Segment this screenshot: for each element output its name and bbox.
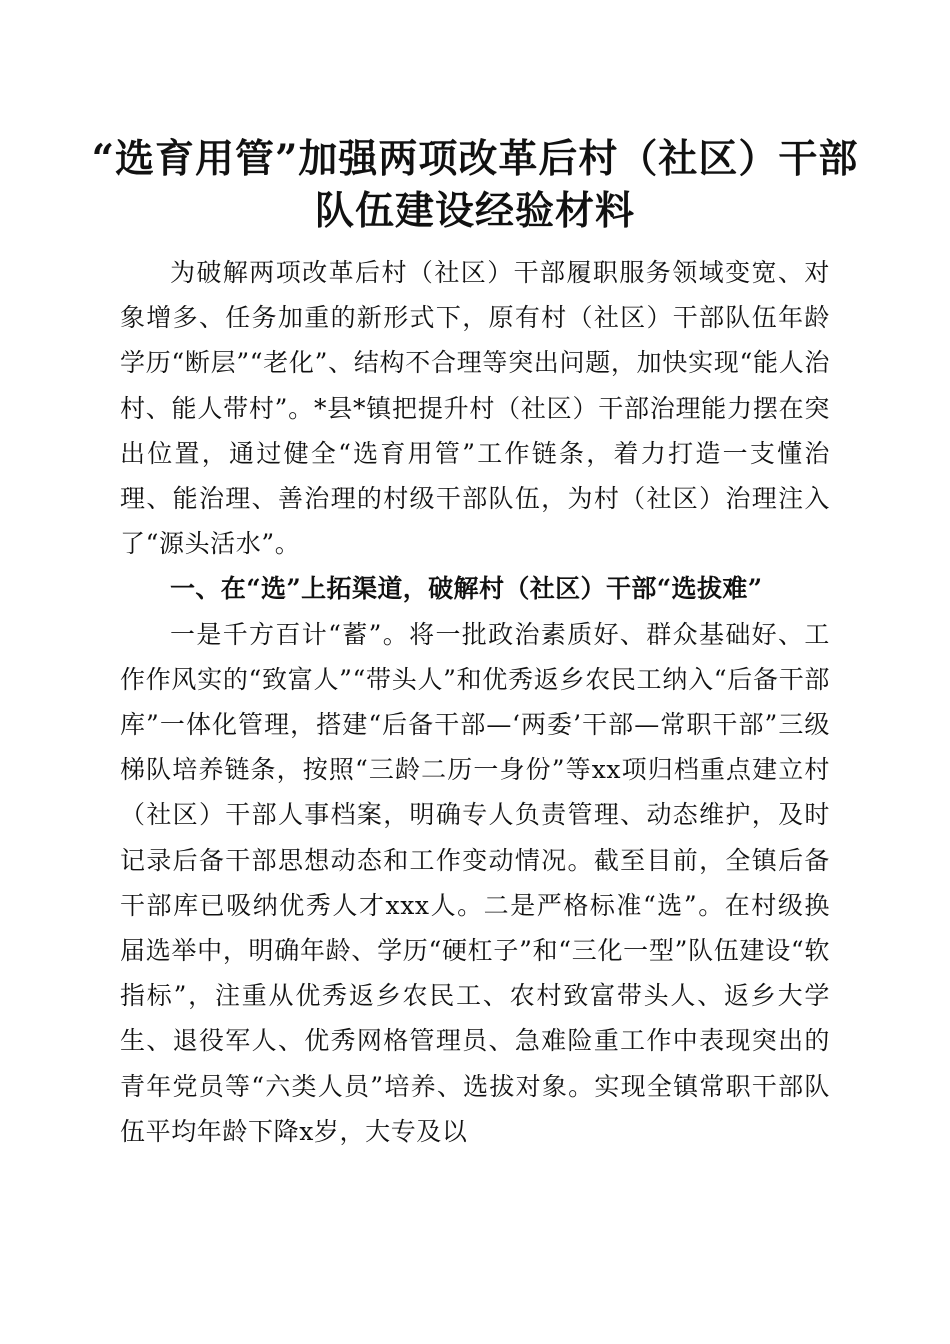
section-1-paragraph: 一是千方百计“蓄”。将一批政治素质好、群众基础好、工作作风实的“致富人”“带头人”和优秀返乡农民工纳入“后备干部库”一体化管理，搭建“后备干部—‘两委’干部—常职干部”三级梯队培养链条，按照“三龄二历一身份”等xx项归档重点建立村（社区）干部人事档案，明确专人负责管理、动态维护，及时记录后备干部思想动态和工作变动情况。截至目前，全镇后备干部库已吸纳优秀人才xxx人。二是严格标准“选”。在村级换届选举中，明确年龄、学历“硬杠子”和“三化一型”队伍建设“软指标”，注重从优秀返乡农民工、农村致富带头人、返乡大学生、退役军人、优秀网格管理员、急难险重工作中表现突出的青年党员等“六类人员”培养、选拔对象。实现全镇常职干部队伍平均年龄下降x岁，大专及以 [120, 619, 830, 1146]
section-1-heading: 一、在“选”上拓渠道，破解村（社区）干部“选拔难” [170, 574, 763, 604]
document-title-line-2: 队伍建设经验材料 [314, 188, 635, 234]
document-title-line-1: “选育用管”加强两项改革后村（社区）干部 [91, 136, 859, 182]
intro-paragraph: 为破解两项改革后村（社区）干部履职服务领域变宽、对象增多、任务加重的新形式下，原有村（社区）干部队伍年龄学历“断层”“老化”、结构不合理等突出问题，加快实现“能人治村、能人带村”。*县*镇把提升村（社区）干部治理能力摆在突出位置，通过健全“选育用管”工作链条，着力打造一支懂治理、能治理、善治理的村级干部队伍，为村（社区）治理注入了“源头活水”。 [120, 258, 830, 559]
document-body [120, 250, 830, 1154]
